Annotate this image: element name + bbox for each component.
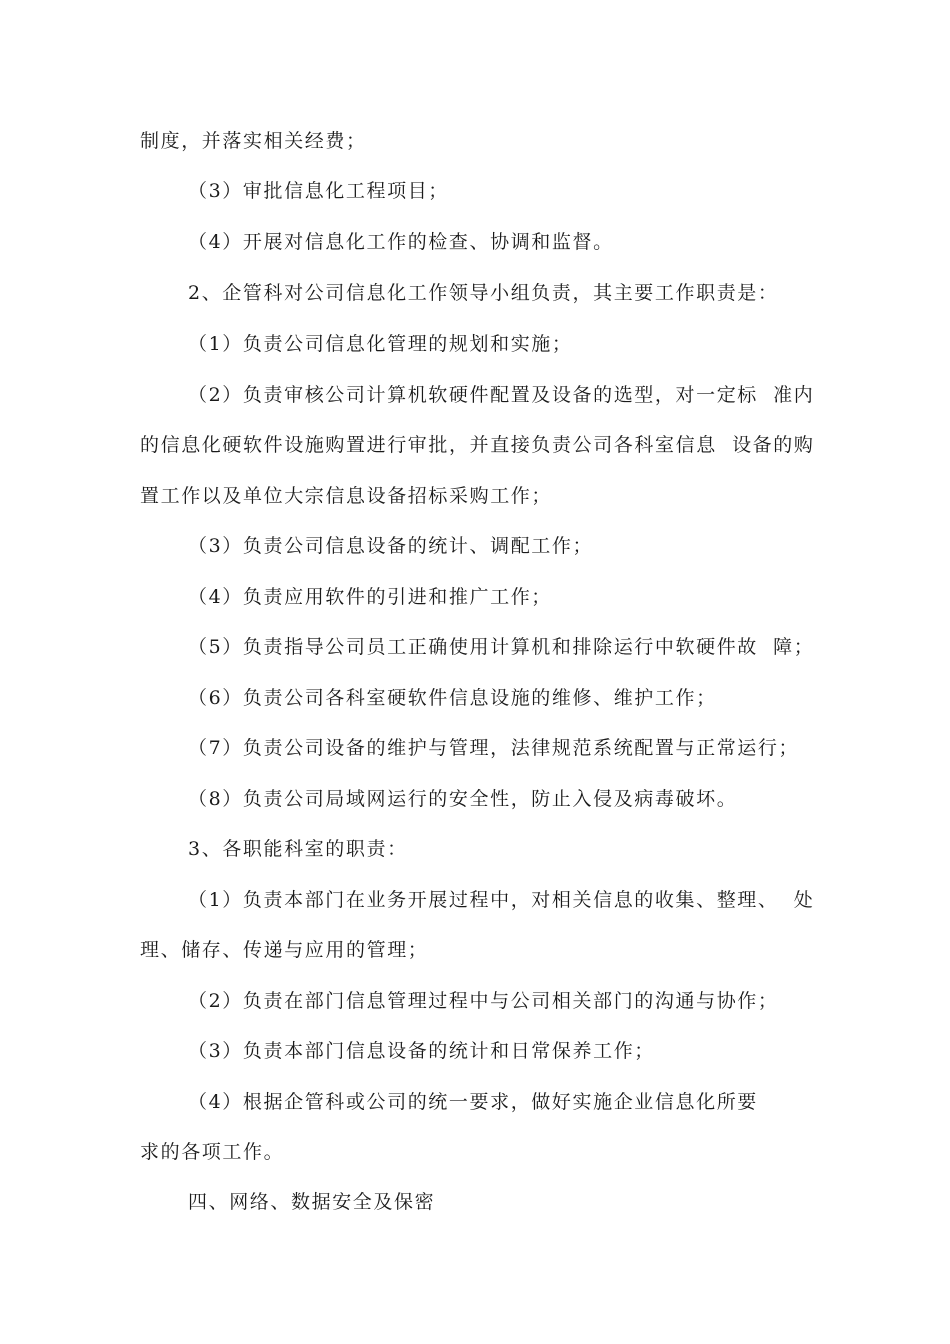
text-line: （4）根据企管科或公司的统一要求，做好实施企业信息化所要 — [188, 1091, 758, 1113]
text-line: （2）负责审核公司计算机软硬件配置及设备的选型，对一定标 准内 — [188, 384, 815, 406]
text-line: 的信息化硬软件设施购置进行审批，并直接负责公司各科室信息 设备的购 — [140, 434, 815, 456]
section-heading: 四、网络、数据安全及保密 — [188, 1191, 436, 1213]
text-line: （8）负责公司局域网运行的安全性，防止入侵及病毒破坏。 — [188, 788, 738, 810]
section-heading: 2、企管科对公司信息化工作领导小组负责，其主要工作职责是： — [188, 282, 779, 304]
text-line: （1）负责本部门在业务开展过程中，对相关信息的收集、整理、 处 — [188, 889, 815, 911]
text-line: （3）审批信息化工程项目； — [188, 180, 449, 202]
text-line: （4）负责应用软件的引进和推广工作； — [188, 586, 552, 608]
text-line: 理、储存、传递与应用的管理； — [140, 939, 429, 961]
text-line: （1）负责公司信息化管理的规划和实施； — [188, 333, 573, 355]
text-line: （3）负责公司信息设备的统计、调配工作； — [188, 535, 594, 557]
text-line: （6）负责公司各科室硬软件信息设施的维修、维护工作； — [188, 687, 717, 709]
text-line: 求的各项工作。 — [140, 1141, 285, 1163]
text-line: （2）负责在部门信息管理过程中与公司相关部门的沟通与协作； — [188, 990, 779, 1012]
text-line: （3）负责本部门信息设备的统计和日常保养工作； — [188, 1040, 655, 1062]
text-line: （7）负责公司设备的维护与管理，法律规范系统配置与正常运行； — [188, 737, 800, 759]
section-heading: 3、各职能科室的职责： — [188, 838, 408, 860]
text-line: （5）负责指导公司员工正确使用计算机和排除运行中软硬件故 障； — [188, 636, 815, 658]
text-line: （4）开展对信息化工作的检查、协调和监督。 — [188, 231, 614, 253]
text-line: 制度，并落实相关经费； — [140, 130, 367, 152]
text-line: 置工作以及单位大宗信息设备招标采购工作； — [140, 485, 553, 507]
